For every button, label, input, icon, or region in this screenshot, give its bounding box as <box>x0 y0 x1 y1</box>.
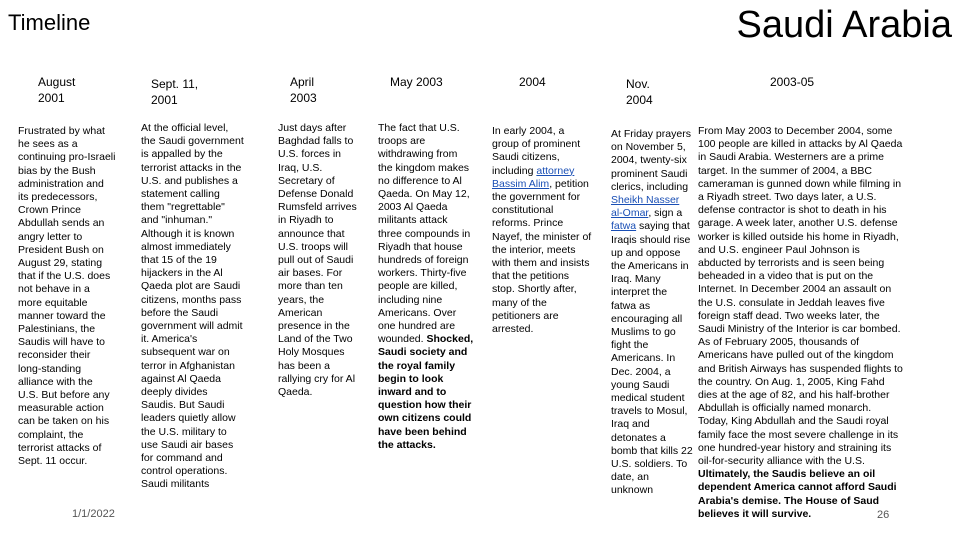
sheikh-nasser-link[interactable]: Sheikh Nasser al-Omar <box>611 194 680 220</box>
footer-date: 1/1/2022 <box>72 508 115 520</box>
nov-2004-text-c: saying that Iraqis should rise up and oppose the Americans in Iraq. Many interpret the fatwa as encouraging all Muslims to go fight the Americans. In Dec. 2004, a young Saudi medical student travels to Mosul, Iraq and detonates a bomb that kills 22 U.S. soldiers. To date, an unknown <box>611 220 693 497</box>
column-date-aug-2001: August 2001 <box>38 75 76 105</box>
column-date-nov-2004: Nov. 2004 <box>626 77 653 107</box>
2004-text-b: , petition the government for constitutional reforms. Prince Nayef, the minister of the interior, meets with them and insists that the petitions stop. Shortly after, many of the petitioners are arrested. <box>492 177 592 336</box>
column-date-may-2003: May 2003 <box>390 75 443 89</box>
column-text-may-2003 <box>378 122 474 452</box>
column-date-2003-05: 2003-05 <box>770 75 815 89</box>
2004-text-a: In early 2004, a group of prominent Saudi citizens, including <box>492 125 581 177</box>
may-2003-text: The fact that U.S. troops are withdrawing from the kingdom makes no difference to Al Qaeda. On May 12, 2003 Al Qaeda militants attack three compounds in Riyadh that house hundreds of foreign workers. Thirty-five people are killed, including nine Americans. Over one hundred are wounded. <box>378 122 471 346</box>
column-text-sept-2001: At the official level, the Saudi government is appalled by the terrorist attacks in the U.S. and publishes a statement calling them "regrettable" and "inhuman." Although it is known almost immediately that 15 of the 19 hijackers in the Al Qaeda plot are Saudi citizens, months pass before the Saudi government will admit it. America's subsequent war on terror in Afghanistan against Al Qaeda deeply divides Saudis. But Saudi leaders quietly allow the U.S. military to use Saudi air bases for command and control operations. Saudi militants <box>141 122 244 491</box>
column-text-apr-2003: Just days after Baghdad falls to U.S. forces in Iraq, U.S. Secretary of Defense Donald Rumsfeld arrives in Riyadh to announce that U.S. troops will pull out of Saudi air bases. For more than ten years, the American presence in the Land of the Two Holy Mosques has been a rallying cry for Al Qaeda. <box>278 122 357 399</box>
column-text-aug-2001: Frustrated by what he sees as a continuing pro-Israeli bias by the Bush administration and its predecessors, Crown Prince Abdullah sends an angry letter to President Bush on August 29, stating that if the U.S. does not behave in a more equitable manner toward the Palestinians, the Saudis will have to reconsider their long-standing alliance with the U.S. But before any measurable action can be taken on his complaint, the terrorist attacks of Sept. 11 occur. <box>18 125 116 468</box>
may-2003-bold-text: Shocked, Saudi society and the royal family begin to look inward and to question how their own citizens could have been behind the attacks. <box>378 333 474 451</box>
2003-05-text: From May 2003 to December 2004, some 100 people are killed in attacks by Al Qaeda in Saudi Arabia. Westerners are a prime target. In the summer of 2004, a BBC cameraman is gunned down while filming in a Riyadh street. Two days later, a U.S. defense contractor is shot to death in his garage. A week later, another U.S. defense worker is killed outside his home in Riyadh, and U.S. engineer Paul Johnson is abducted by terrorists and is seen being beheaded in a video that is put on the Internet. In December 2004 an assault on the U.S. consulate in Jeddah leaves five foreign staff dead. Two weeks later, the Saudi Ministry of the Interior is car bombed. As of February 2005, thousands of Americans have pulled out of the kingdom and British Airways has suspended flights to the country. On Aug. 1, 2005, King Fahd dies at the age of 82, and his half-brother Abdullah is officially named monarch. Today, King Abdullah and the Saudi royal family face the most severe challenge in its one hundred-year history and straining its oil-for-security alliance with the U.S. <box>698 125 903 468</box>
fatwa-link[interactable]: fatwa <box>611 220 637 233</box>
2003-05-bold-text: Ultimately, the Saudis believe an oil dependent America cannot afford Saudi Arabia's demise. The House of Saud believes it will survive. <box>698 468 897 520</box>
nov-2004-text-a: At Friday prayers on November 5, 2004, twenty-six prominent Saudi clerics, including <box>611 128 691 193</box>
column-text-2004 <box>492 125 592 336</box>
column-date-2004: 2004 <box>519 75 546 89</box>
column-text-2003-05 <box>698 125 904 540</box>
column-date-apr-2003: April 2003 <box>290 75 317 105</box>
page-number: 26 <box>877 509 890 521</box>
bassim-alim-link[interactable]: attorney Bassim Alim <box>492 164 575 190</box>
nov-2004-text-b: , sign a <box>648 207 683 220</box>
timeline-title: Timeline <box>8 10 91 35</box>
column-date-sept-2001: Sept. 11, 2001 <box>151 77 199 107</box>
slide-title: Saudi Arabia <box>736 4 952 46</box>
column-text-nov-2004 <box>611 128 693 540</box>
